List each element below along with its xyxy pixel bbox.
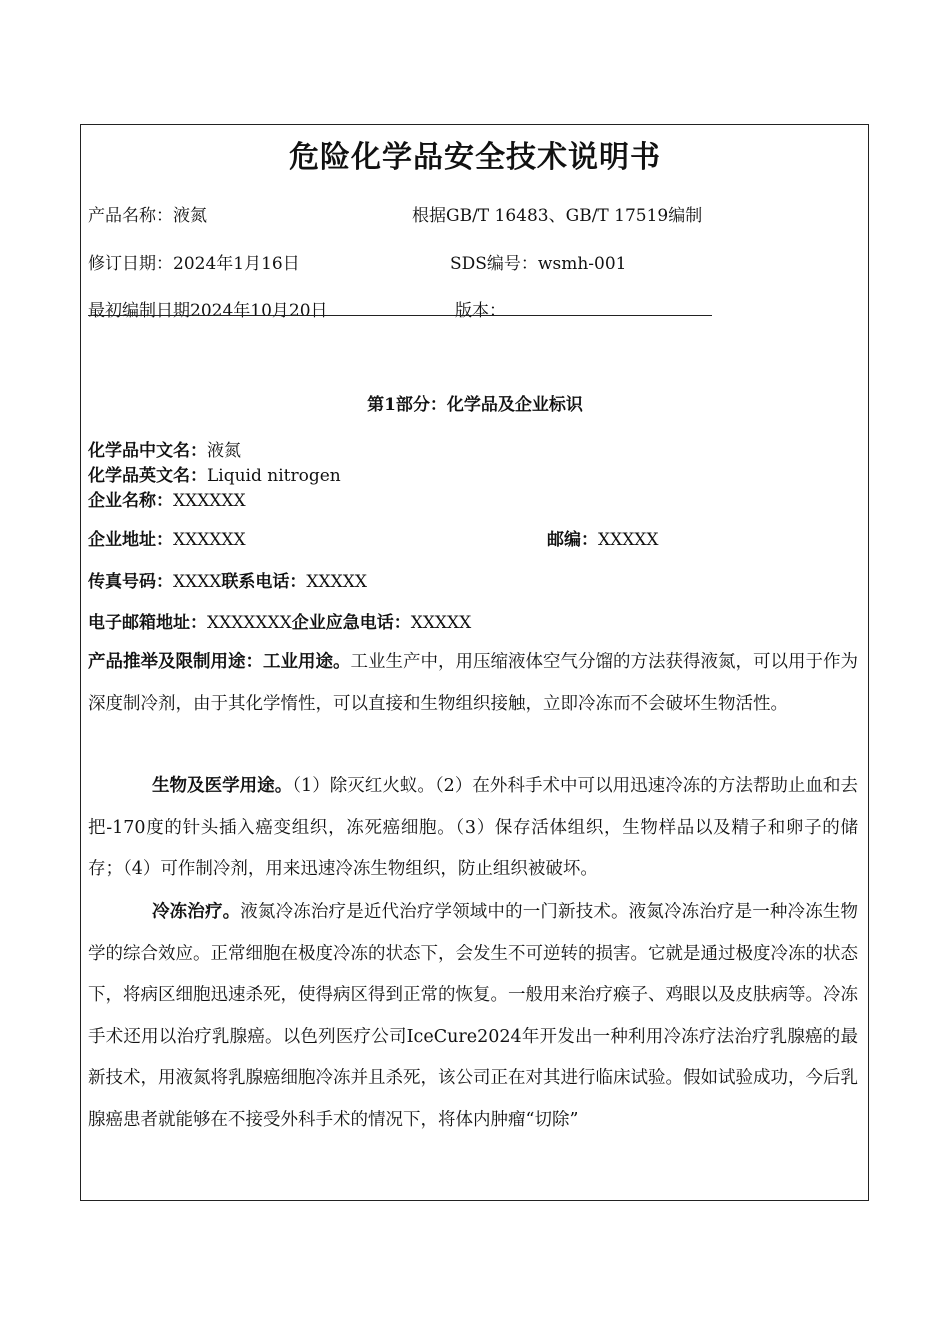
bio-medical-paragraph (88, 766, 858, 891)
document-title: 危险化学品安全技术说明书 (289, 140, 661, 175)
address-label: 企业地址： (88, 530, 173, 550)
company-value: XXXXXX (173, 491, 246, 511)
fax-value: XXXX (173, 572, 222, 592)
postcode-line (547, 529, 659, 551)
initial-date: 最初编制日期2024年10月20日 (88, 301, 328, 321)
cn-name-label: 化学品中文名： (88, 441, 207, 461)
revision-date: 修订日期：2024年1月16日 (88, 254, 300, 274)
header-underline (88, 315, 712, 316)
section-1-heading: 第1部分：化学品及企业标识 (367, 395, 583, 415)
sds-number: SDS编号：wsmh-001 (450, 254, 627, 274)
use-bold: 工业用途。 (263, 652, 351, 672)
standard-reference: 根据GB/T 16483、GB/T 17519编制 (412, 206, 703, 226)
fax-label: 传真号码： (88, 572, 173, 592)
address-value: XXXXXX (173, 530, 246, 550)
cn-name-value: 液氮 (207, 441, 241, 461)
address-line (88, 529, 246, 551)
bio-bold: 生物及医学用途。 (152, 776, 293, 796)
fax-phone-line (88, 571, 367, 593)
use-text: 工业生产中，用压缩液体空气分馏的方法获得液氮，可以用于作为深度制冷剂，由于其化学惰性，可以直接和生物组织接触，立即冷冻而不会破坏生物活性。 (88, 652, 858, 714)
company-label: 企业名称： (88, 491, 173, 511)
en-name-value: Liquid nitrogen (207, 466, 341, 486)
emergency-label: 企业应急电话： (291, 613, 411, 633)
en-name-line (88, 465, 341, 487)
postcode-value: XXXXX (598, 530, 659, 550)
cryo-text: 液氮冷冻治疗是近代治疗学领域中的一门新技术。液氮冷冻治疗是一种冷冻生物学的综合效应。正常细胞在极度冷冻的状态下，会发生不可逆转的损害。它就是通过极度冷冻的状态下，将病区细胞迅速杀死，使得病区得到正常的恢复。一般用来治疗瘊子、鸡眼以及皮肤病等。冷冻手术还用以治疗乳腺癌。以色列医疗公司IceCure2024年开发出一种利用冷冻疗法治疗乳腺癌的最新技术，用液氮将乳腺癌细胞冷冻并且杀死，该公司正在对其进行临床试验。假如试验成功，今后乳腺癌患者就能够在不接受外科手术的情况下，将体内肿瘤“切除” (88, 902, 859, 1130)
cryo-bold: 冷冻治疗。 (152, 902, 241, 922)
industrial-use-paragraph (88, 642, 858, 725)
phone-value: XXXXX (306, 572, 367, 592)
bio-text: （1）除灭红火蚁。（2）在外科手术中可以用迅速冷冻的方法帮助止血和去把-170度的针头插入癌变组织，冻死癌细胞。（3）保存活体组织，生物样品以及精子和卵子的储存；（4）可作制冷剂，用来迅速冷冻生物组织，防止组织被破坏。 (88, 776, 859, 879)
cryotherapy-paragraph (88, 892, 858, 1141)
email-label: 电子邮箱地址： (88, 613, 207, 633)
product-name: 产品名称：液氮 (88, 206, 207, 226)
email-value: XXXXXXX (207, 613, 292, 633)
company-line (88, 490, 246, 512)
version-label: 版本： (455, 301, 506, 321)
use-label: 产品推举及限制用途： (88, 652, 263, 672)
emergency-value: XXXXX (410, 613, 472, 633)
phone-label: 联系电话： (221, 572, 307, 592)
email-emergency-line (88, 612, 471, 634)
postcode-label: 邮编： (547, 530, 598, 550)
cn-name-line (88, 440, 241, 462)
en-name-label: 化学品英文名： (88, 466, 207, 486)
